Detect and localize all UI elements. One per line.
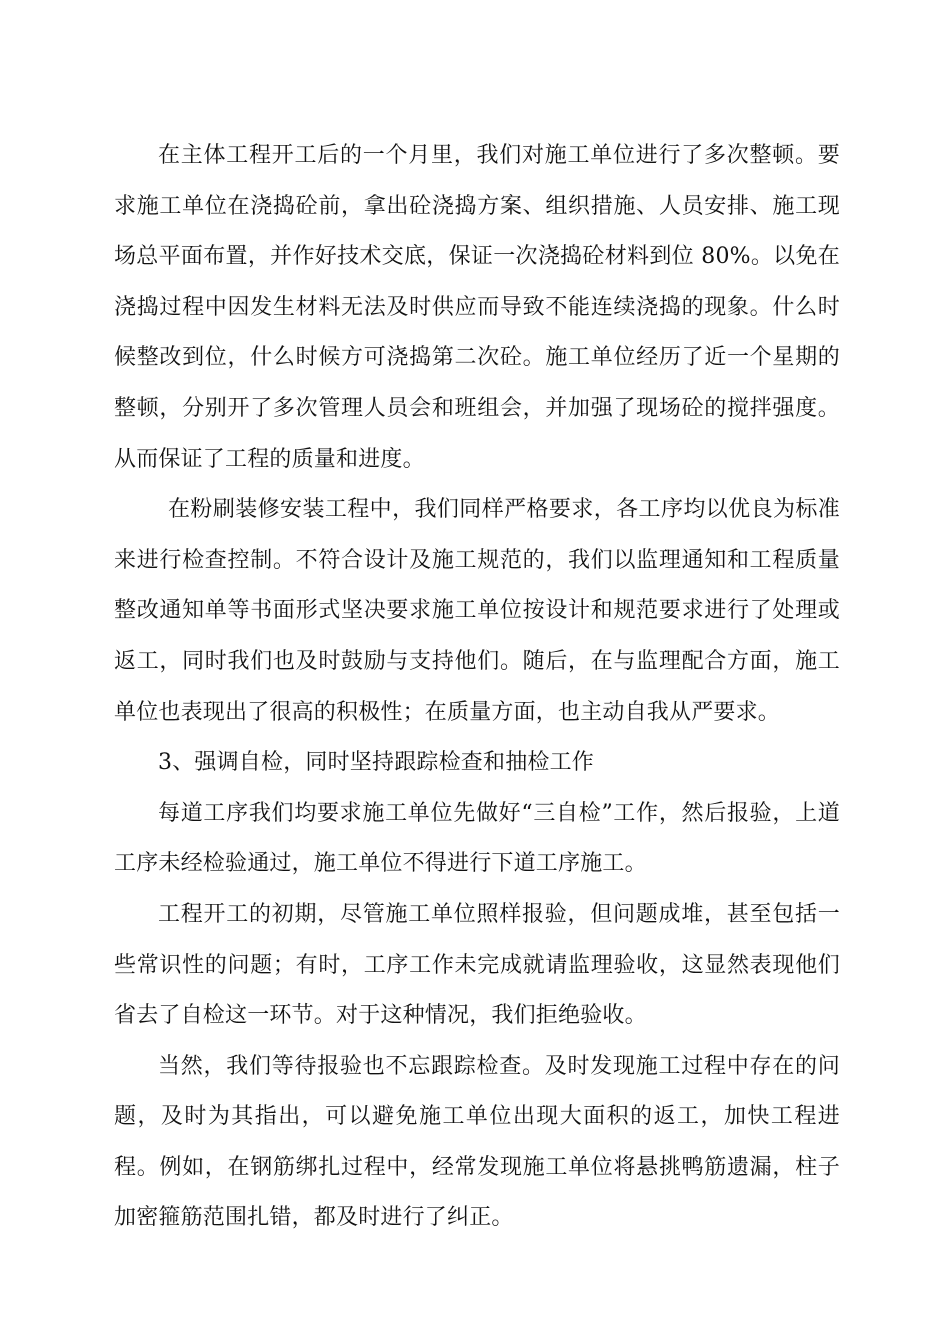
paragraph-main-structure-rectification: 在主体工程开工后的一个月里，我们对施工单位进行了多次整顿。要求施工单位在浇捣砼前，拿出砼浇捣方案、组织措施、人员安排、施工现场总平面布置，并作好技术交底，保证一次浇捣砼材料到位 80%。以免在浇捣过程中因发生材料无法及时供应而导致不能连续浇捣的现象。什么时候整改到位，什么时候方可浇捣第二次砼。施工单位经历了近一个星期的整顿，分别开了多次管理人员会和班组会，并加强了现场砼的搅拌强度。从而保证了工程的质量和进度。 (114, 143, 840, 472)
paragraph-three-self-inspections: 每道工序我们均要求施工单位先做好“三自检”工作，然后报验，上道工序未经检验通过，施工单位不得进行下道工序施工。 (114, 800, 840, 877)
section-heading-self-inspection: 3、强调自检，同时坚持跟踪检查和抽检工作 (158, 750, 594, 776)
paragraph-plastering-decoration: 在粉刷装修安装工程中，我们同样严格要求，各工序均以优良为标准来进行检查控制。不符合设计及施工规范的，我们以监理通知和工程质量整改通知单等书面形式坚决要求施工单位按设计和规范要求进行了处理或返工，同时我们也及时鼓励与支持他们。随后，在与监理配合方面，施工单位也表现出了很高的积极性；在质量方面，也主动自我从严要求。 (114, 497, 840, 725)
paragraph-early-stage-problems: 工程开工的初期，尽管施工单位照样报验，但问题成堆，甚至包括一些常识性的问题；有时，工序工作未完成就请监理验收，这显然表现他们省去了自检这一环节。对于这种情况，我们拒绝验收。 (114, 901, 840, 1029)
document-body (114, 131, 840, 1244)
paragraph-tracking-inspection: 当然，我们等待报验也不忘跟踪检查。及时发现施工过程中存在的问题，及时为其指出，可以避免施工单位出现大面积的返工，加快工程进程。例如，在钢筋绑扎过程中，经常发现施工单位将悬挑鸭筋遗漏，柱子加密箍筋范围扎错，都及时进行了纠正。 (114, 1053, 840, 1231)
